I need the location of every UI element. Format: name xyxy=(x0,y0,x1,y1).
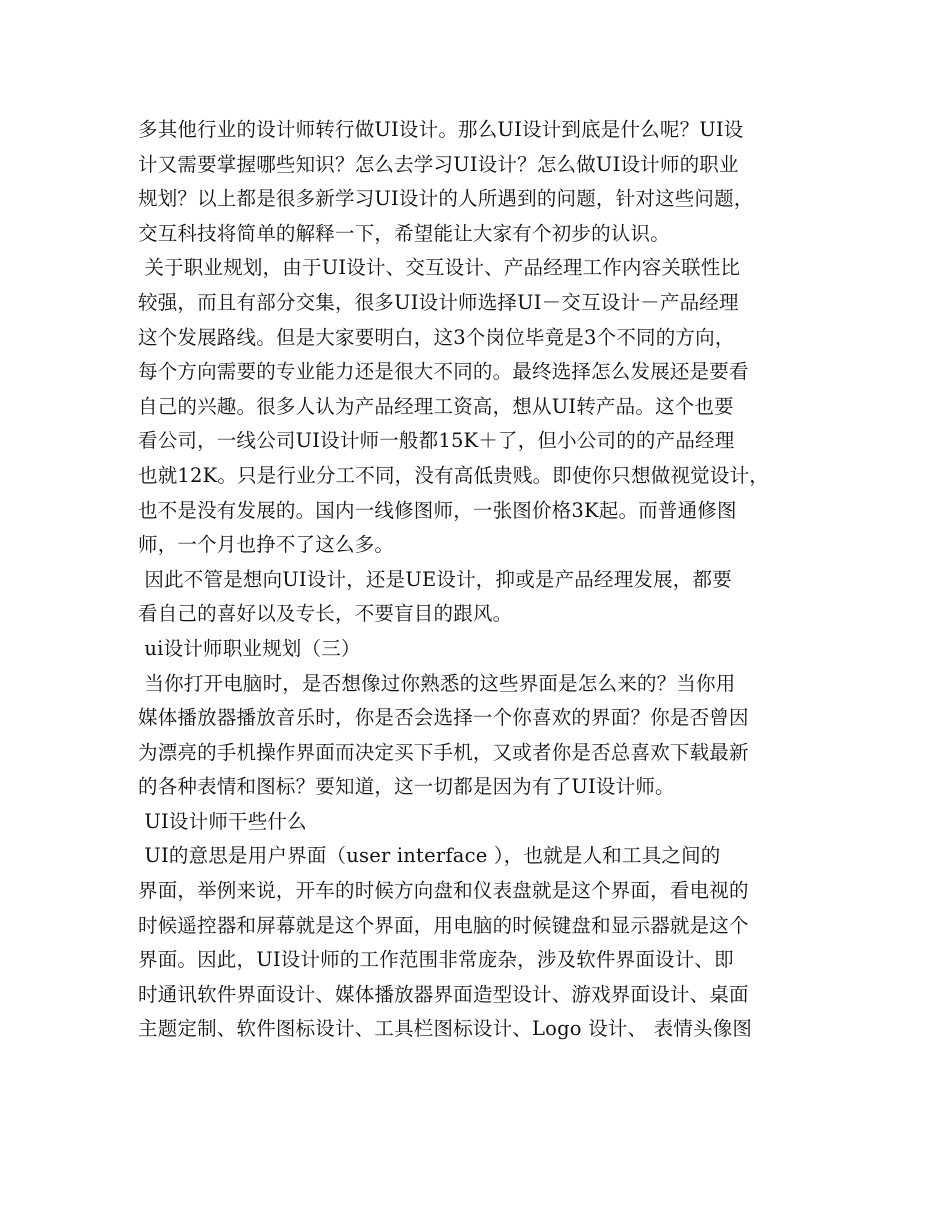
document-body xyxy=(138,113,828,1047)
section-heading: UI设计师干些什么 xyxy=(138,809,307,833)
text-line: 时通讯软件界面设计、媒体播放器界面造型设计、游戏界面设计、桌面 xyxy=(138,982,749,1006)
text-line: 也不是没有发展的。国内一线修图师，一张图价格3K起。而普通修图 xyxy=(138,498,737,522)
text-line: 师，一个月也挣不了这么多。 xyxy=(138,533,395,557)
text-line: 多其他行业的设计师转行做UI设计。那么UI设计到底是什么呢？UI设 xyxy=(138,118,744,141)
section-heading: ui设计师职业规划（三） xyxy=(138,636,361,660)
text-line: 交互科技将简单的解释一下，希望能让大家有个初步的认识。 xyxy=(138,221,670,245)
text-line: 也就12K。只是行业分工不同，没有高低贵贱。即使你只想做视觉设计， xyxy=(138,463,769,487)
text-line: 的各种表情和图标？要知道，这一切都是因为有了UI设计师。 xyxy=(138,775,675,799)
text-line: 自己的兴趣。很多人认为产品经理工资高，想从UI转产品。这个也要 xyxy=(138,394,734,418)
text-line: 看自己的喜好以及专长，不要盲目的跟风。 xyxy=(138,602,513,626)
text-line: 为漂亮的手机操作界面而决定买下手机，又或者你是否总喜欢下载最新 xyxy=(138,740,749,764)
text-line: 主题定制、软件图标设计、工具栏图标设计、Logo 设计、 表情头像图 xyxy=(138,1017,753,1041)
text-line: 界面。因此，UI设计师的工作范围非常庞杂，涉及软件界面设计、即 xyxy=(138,948,734,972)
text-line: 媒体播放器播放音乐时，你是否会选择一个你喜欢的界面？你是否曾因 xyxy=(138,706,749,730)
text-line: 界面，举例来说，开车的时候方向盘和仪表盘就是这个界面，看电视的 xyxy=(138,879,749,903)
text-line: UI的意思是用户界面（user interface ），也就是人和工具之间的 xyxy=(138,844,721,868)
text-line: 关于职业规划，由于UI设计、交互设计、产品经理工作内容关联性比 xyxy=(138,256,741,280)
text-line: 因此不管是想向UI设计，还是UE设计，抑或是产品经理发展，都要 xyxy=(138,567,732,591)
text-line: 当你打开电脑时，是否想像过你熟悉的这些界面是怎么来的？当你用 xyxy=(138,671,736,695)
text-line: 较强，而且有部分交集，很多UI设计师选择UI－交互设计－产品经理 xyxy=(138,290,739,314)
text-line: 这个发展路线。但是大家要明白，这3个岗位毕竟是3个不同的方向， xyxy=(138,325,735,349)
text-line: 计又需要掌握哪些知识？怎么去学习UI设计？怎么做UI设计师的职业 xyxy=(138,152,739,176)
text-line: 规划？以上都是很多新学习UI设计的人所遇到的问题，针对这些问题， xyxy=(138,187,754,211)
text-line: 看公司，一线公司UI设计师一般都15K＋了，但小公司的的产品经理 xyxy=(138,429,735,453)
text-line: 每个方向需要的专业能力还是很大不同的。最终选择怎么发展还是要看 xyxy=(138,360,749,384)
text-line: 时候遥控器和屏幕就是这个界面，用电脑的时候键盘和显示器就是这个 xyxy=(138,913,749,937)
